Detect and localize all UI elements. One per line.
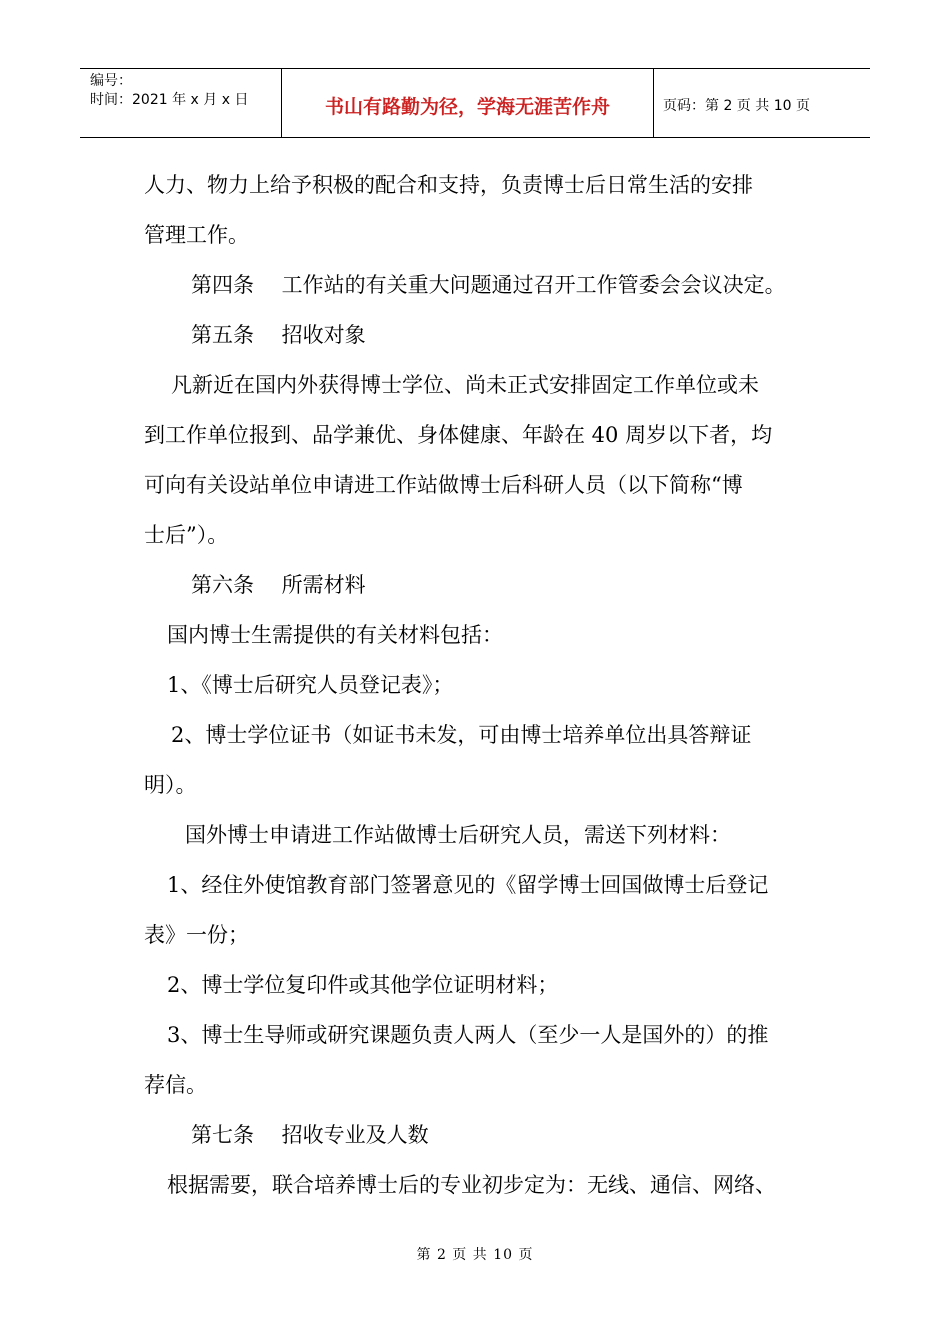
body-line: 国外博士申请进工作站做博士后研究人员，需送下列材料：	[185, 823, 731, 847]
article-heading-4: 第四条 工作站的有关重大问题通过召开工作管委会会议决定。	[191, 273, 786, 297]
document-body	[144, 160, 816, 1210]
body-line: 荐信。	[144, 1073, 207, 1097]
header-meta	[80, 69, 282, 137]
page-header	[80, 68, 870, 138]
body-line: 表》一份；	[144, 923, 249, 947]
list-item: 1、《博士后研究人员登记表》；	[167, 673, 454, 697]
body-line: 管理工作。	[144, 223, 249, 247]
body-line: 士后”）。	[144, 523, 229, 547]
header-motto: 书山有路勤为径，学海无涯苦作舟	[282, 69, 654, 137]
header-page-info: 页码：第 2 页 共 10 页	[663, 97, 810, 114]
body-line: 人力、物力上给予积极的配合和支持，负责博士后日常生活的安排	[144, 173, 753, 197]
document-number-label: 编号：	[90, 73, 132, 89]
article-heading-5: 第五条 招收对象	[191, 323, 366, 347]
document-date: 时间：2021 年 x 月 x 日	[90, 92, 249, 108]
list-item: 3、博士生导师或研究课题负责人两人（至少一人是国外的）的推	[167, 1023, 769, 1047]
page-footer: 第 2 页 共 10 页	[416, 1247, 534, 1263]
article-heading-7: 第七条 招收专业及人数	[191, 1123, 429, 1147]
body-line: 到工作单位报到、品学兼优、身体健康、年龄在 40 周岁以下者，均	[144, 423, 773, 447]
article-heading-6: 第六条 所需材料	[191, 573, 366, 597]
body-line: 国内博士生需提供的有关材料包括：	[167, 623, 503, 647]
list-item: 2、博士学位证书（如证书未发，可由博士培养单位出具答辩证	[171, 723, 752, 747]
body-line: 凡新近在国内外获得博士学位、尚未正式安排固定工作单位或未	[171, 373, 759, 397]
list-item: 2、博士学位复印件或其他学位证明材料；	[167, 973, 559, 997]
list-item: 1、经住外使馆教育部门签署意见的《留学博士回国做博士后登记	[167, 873, 769, 897]
body-line: 可向有关设站单位申请进工作站做博士后科研人员（以下简称“博	[144, 473, 743, 497]
body-line: 根据需要，联合培养博士后的专业初步定为：无线、通信、网络、	[167, 1173, 776, 1197]
body-line: 明）。	[144, 773, 197, 797]
